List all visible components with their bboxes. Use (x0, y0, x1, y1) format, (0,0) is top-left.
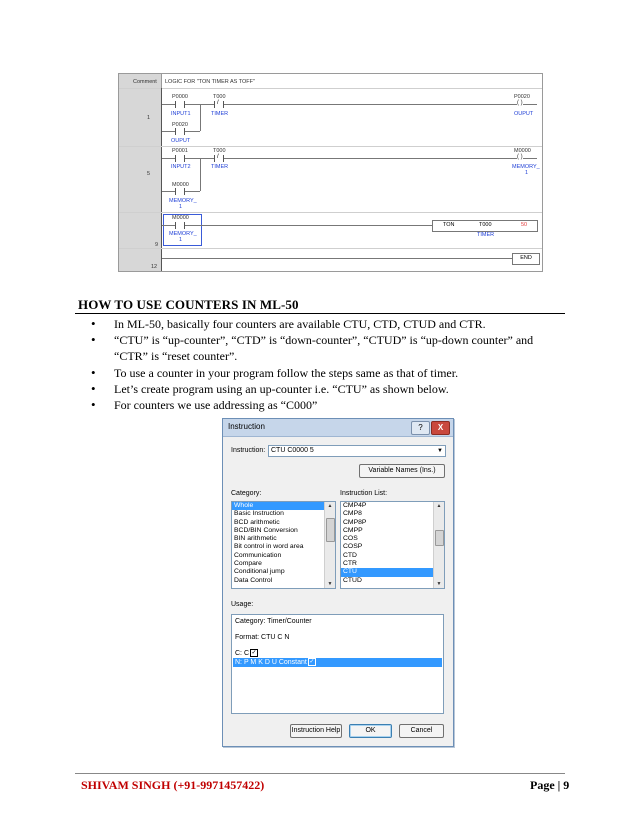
category-scrollbar[interactable] (324, 502, 335, 588)
rung-9-line (162, 225, 432, 226)
instruction-value: CTU C0000 5 (271, 447, 314, 454)
contact-address: P0001 (172, 148, 188, 154)
comment-label: Comment (133, 79, 157, 85)
chevron-down-icon[interactable]: ▼ (437, 448, 443, 454)
coil-address: P0020 (514, 94, 530, 100)
checkbox-icon: ✓ (309, 659, 315, 666)
coil-address: M0000 (514, 148, 531, 154)
scroll-down-icon[interactable]: ▼ (327, 581, 333, 587)
rung-number: 9 (155, 242, 159, 248)
contact-address: P0000 (172, 94, 188, 100)
coil-name: OUPUT (514, 111, 534, 117)
instruction-dialog (222, 418, 454, 747)
list-item[interactable]: Basic Instruction (234, 510, 284, 518)
contact-address: T000 (213, 148, 226, 154)
list-item[interactable]: CMP8P (343, 518, 367, 526)
end-instruction[interactable]: END (512, 253, 540, 265)
usage-panel (231, 614, 444, 714)
category-listbox[interactable] (231, 501, 336, 589)
instruction-listbox[interactable] (340, 501, 445, 589)
list-item[interactable]: CTUD (343, 576, 362, 584)
left-power-rail (161, 88, 162, 271)
usage-c-text: C: C (235, 649, 249, 657)
ton-function-block[interactable] (432, 220, 538, 232)
variable-names-button[interactable]: Variable Names (Ins.) (359, 464, 445, 478)
list-item[interactable]: COS (343, 535, 358, 543)
contact-no-symbol[interactable] (175, 101, 185, 108)
bullet-item: • To use a counter in your program follow the steps same as that of timer. (91, 365, 569, 381)
coil-symbol[interactable]: ( ) (517, 100, 523, 106)
fb-type: TON (443, 222, 455, 228)
list-item[interactable]: CTU (341, 568, 444, 576)
scroll-up-icon[interactable]: ▲ (327, 503, 333, 509)
usage-n-text: N: P M K D U Constant (235, 659, 307, 666)
usage-category: Category: Timer/Counter (235, 618, 312, 625)
close-button[interactable]: X (431, 421, 450, 435)
coil-name-suffix: 1 (525, 170, 529, 176)
heading-underline (75, 313, 565, 314)
instruction-combobox[interactable] (268, 445, 446, 457)
contact-name: INPUT1 (171, 111, 191, 117)
contact-address: M0000 (172, 215, 189, 221)
bullet-item: • In ML-50, basically four counters are available CTU, CTD, CTUD and CTR. (91, 316, 569, 332)
usage-c-line (235, 649, 258, 657)
bullet-list (91, 316, 569, 413)
list-item[interactable]: BIN arithmetic (234, 535, 277, 543)
fb-address: T000 (479, 222, 492, 228)
rung-number: 5 (147, 171, 151, 177)
rung-number: 1 (147, 115, 151, 121)
coil-symbol[interactable]: ( ) (517, 154, 523, 160)
list-item[interactable]: CTR (343, 560, 357, 568)
instruction-list-label: Instruction List: (340, 490, 388, 497)
contact-no-symbol[interactable] (175, 155, 185, 162)
footer-author: SHIVAM SINGH (+91-9971457422) (81, 778, 265, 792)
list-item[interactable]: Bit control in word area (234, 543, 304, 551)
contact-name: TIMER (211, 164, 229, 170)
comment-text: LOGIC FOR "TON TIMER AS TOFF" (165, 79, 255, 85)
list-item[interactable]: Conditional jump (234, 568, 285, 576)
scroll-up-icon[interactable]: ▲ (436, 503, 442, 509)
list-item[interactable]: CTD (343, 551, 357, 559)
list-item[interactable]: BCD/BIN Conversion (234, 526, 298, 534)
scroll-thumb[interactable] (326, 518, 335, 542)
section-heading: HOW TO USE COUNTERS IN ML-50 (78, 297, 299, 312)
checkbox-icon: ✓ (251, 650, 257, 656)
list-item[interactable]: Data Control (234, 576, 273, 584)
contact-name: INPUT2 (171, 164, 191, 170)
instruction-scrollbar[interactable] (433, 502, 444, 588)
bullet-item: • For counters we use addressing as “C000” (91, 397, 569, 413)
contact-name: OUPUT (171, 138, 191, 144)
contact-name-suffix: 1 (179, 237, 183, 243)
bullet-item: • Let’s create program using an up-counter i.e. “CTU” as shown below. (91, 381, 569, 397)
list-item[interactable]: CMP4P (343, 502, 367, 509)
instruction-label: Instruction: (231, 447, 266, 454)
scroll-thumb[interactable] (435, 530, 444, 546)
usage-n-line (233, 658, 442, 667)
contact-address: M0000 (172, 182, 189, 188)
footer-page-number: Page | 9 (530, 778, 570, 792)
footer-divider (75, 773, 565, 774)
coil-name: MEMORY_ (512, 164, 540, 170)
contact-nc-symbol[interactable]: / (214, 101, 224, 108)
contact-name: TIMER (211, 111, 229, 117)
rung-12-line (162, 258, 512, 259)
contact-name: MEMORY_ (169, 198, 197, 204)
instruction-help-button[interactable]: Instruction Help (290, 724, 342, 738)
cancel-button[interactable]: Cancel (399, 724, 444, 738)
usage-format: Format: CTU C N (235, 634, 290, 641)
rung-number: 12 (151, 264, 158, 270)
usage-label: Usage: (231, 601, 254, 608)
ok-button[interactable]: OK (349, 724, 392, 738)
contact-name-suffix: 1 (179, 204, 183, 210)
contact-address: P0020 (172, 122, 188, 128)
contact-address: T000 (213, 94, 226, 100)
scroll-down-icon[interactable]: ▼ (436, 581, 442, 587)
list-item[interactable]: Whole (232, 502, 335, 510)
list-item[interactable]: CMPP (343, 526, 363, 534)
contact-no-symbol[interactable] (175, 222, 185, 229)
bullet-item: • “CTU” is “up-counter”, “CTD” is “down-counter”, “CTUD” is “up-down counter” and “CTR” is “reset counter”. (91, 332, 569, 364)
contact-no-symbol[interactable] (175, 128, 185, 135)
dialog-titlebar[interactable] (223, 419, 453, 437)
help-button[interactable]: ? (411, 421, 430, 435)
contact-no-symbol[interactable] (175, 188, 185, 195)
contact-name: MEMORY_ (169, 231, 197, 237)
list-item[interactable]: Communication (234, 551, 282, 559)
category-label: Category: (231, 490, 262, 497)
fb-preset: 50 (521, 222, 528, 228)
list-item[interactable]: COSP (343, 543, 363, 551)
list-item[interactable]: Compare (234, 560, 262, 568)
ladder-diagram (118, 73, 543, 272)
fb-name: TIMER (477, 232, 495, 238)
list-item[interactable]: CMP8 (343, 510, 362, 518)
dialog-title: Instruction (228, 422, 265, 431)
list-item[interactable]: BCD arithmetic (234, 518, 280, 526)
contact-nc-symbol[interactable]: / (214, 155, 224, 162)
